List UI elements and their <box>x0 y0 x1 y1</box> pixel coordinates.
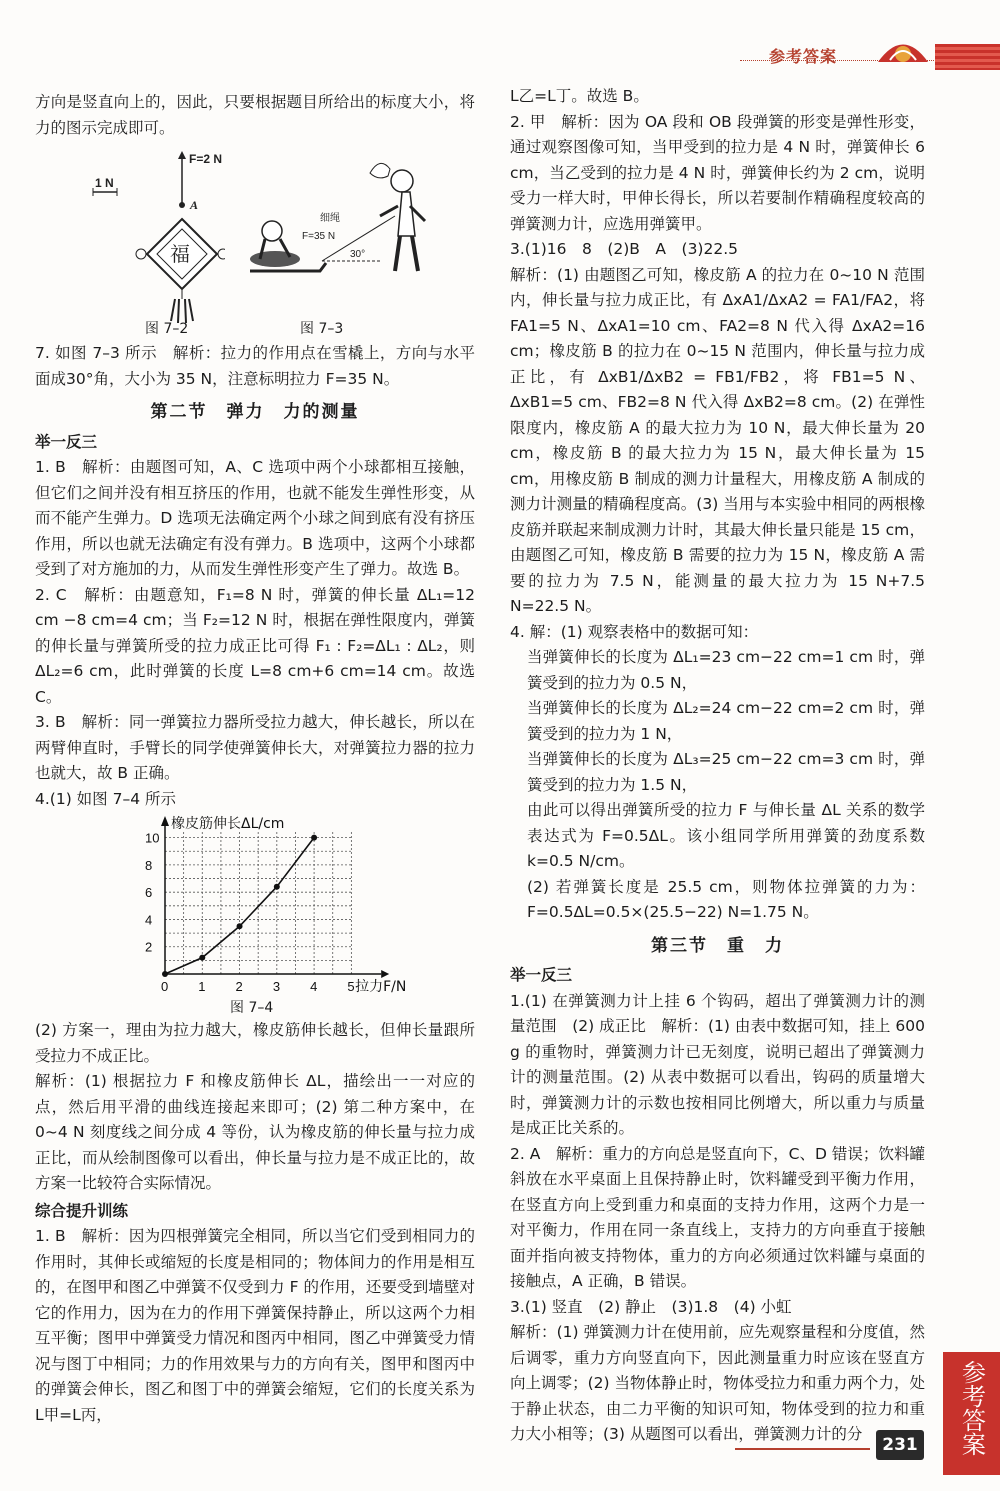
section-title-3: 第三节 重 力 <box>651 935 784 956</box>
section-title-2: 第二节 弹力 力的测量 <box>150 402 360 422</box>
x-axis-arrow <box>381 970 389 978</box>
fig72-knot: 福 <box>170 242 190 266</box>
subheading-1: 举一反三 <box>35 432 98 451</box>
answer-r4c: 当弹簧伸长的长度为 ΔL₃=25 cm−22 cm=3 cm 时，弹簧受到的拉力为 1.5 N， <box>527 750 925 794</box>
fig72-force: F=2 N <box>189 152 223 166</box>
fig73-caption: 图 7–3 <box>300 321 344 337</box>
figure-7-3 <box>230 161 440 291</box>
y-tick-label: 2 <box>145 939 153 955</box>
answer-r4e: (2) 若弹簧长度是 25.5 cm，则物体拉弹簧的力为：F=0.5ΔL=0.5×(25.5−22) N=1.75 N。 <box>527 877 925 921</box>
x-axis-label: 拉力F/N <box>355 979 407 995</box>
data-point <box>237 923 243 929</box>
right-line-0: L乙=L丁。故选 B。 <box>510 87 649 105</box>
chart-7-4 <box>127 812 447 997</box>
fig72-scale: 1 N <box>95 176 114 190</box>
x-tick-label: 5 <box>347 979 355 994</box>
data-point <box>162 971 168 977</box>
answer-r4b: 当弹簧伸长的长度为 ΔL₂=24 cm−22 cm=2 cm 时，弹簧受到的拉力为 1 N， <box>527 699 925 743</box>
answer-r4d: 由此可以得出弹簧所受的拉力 F 与伸长量 ΔL 关系的数学表达式为 F=0.5ΔL。该小组同学所用弹簧的劲度系数 k=0.5 N/cm。 <box>527 801 925 870</box>
y-tick-label: 4 <box>145 912 153 928</box>
y-axis-arrow <box>161 816 169 826</box>
y-tick-label: 6 <box>145 885 153 901</box>
left-column <box>35 90 475 1428</box>
paragraph: 方向是竖直向上的，因此，只要根据题目所给出的标度大小，将力的图示完成即可。 <box>35 93 475 137</box>
footer-rule <box>735 1448 870 1450</box>
answer-7: 7. 如图 7–3 所示 解析：拉力的作用点在雪橇上，方向与水平面成30°角，大小为 35 N，注意标明拉力 F=35 N。 <box>35 344 475 388</box>
fig73-angle: 30° <box>350 249 366 260</box>
page-number: 231 <box>876 1430 924 1460</box>
figure-7-4 <box>35 812 475 1018</box>
answer-s3: 3.(1) 竖直 (2) 静止 (3)1.8 (4) 小虹 <box>510 1297 792 1316</box>
x-tick-label: 1 <box>198 979 206 994</box>
x-tick-label: 3 <box>272 979 281 994</box>
answer-r4: 4. 解：(1) 观察表格中的数据可知： <box>510 622 759 641</box>
header-ornament-icon <box>868 32 938 72</box>
answer-r3-analysis: 解析：(1) 由题图乙可知，橡皮筋 A 的拉力在 0~10 N 范围内，伸长量与拉力成正比，有 ΔxA1/ΔxA2 = FA1/FA2，将 FA1=5 N、ΔxA1=10 cm、FA2=8 N 代入得 ΔxA2=16 cm；橡皮筋 B 的拉力在 0~15 N 范围内，伸长量与拉力成正比，有 ΔxB1/ΔxB2 = FB1/FB2，将 FB1=5 N、ΔxB1=5 cm、FB2=8 N 代入得 ΔxB2=8 cm。(2) 在弹性限度内，橡皮筋 A 的最大拉力为 10 N，最大伸长量为 20 cm，橡皮筋 B 的最大拉力为 15 N，最大伸长量为 15 cm，用橡皮筋 B 制成的测力计量程大，用橡皮筋 A 制成的测力计测量的精确程度高。(3) 当用与本实验中相同的两根橡皮筋并联起来制成测力计时，其最大伸长量只能是 15 cm，由题图乙可知，橡皮筋 B 需要的拉力为 15 N，橡皮筋 A 需要的拉力为 7.5 N，能测量的最大拉力为 15 N+7.5 N=22.5 N。 <box>510 265 925 615</box>
fig73-rope: 细绳 <box>320 213 340 224</box>
answer-2: 2. C 解析：由题意知，F₁=8 N 时，弹簧的伸长量 ΔL₁=12 cm −8 cm=4 cm；当 F₂=12 N 时，根据在弹性限度内，弹簧的伸长量与弹簧所受的拉力成正比可得 F₁ : F₂=ΔL₁ : ΔL₂，则 ΔL₂=6 cm，此时弹簧的长度 L=8 cm+6 cm=14 cm。故选 C。 <box>35 585 475 706</box>
figure-7-2 <box>75 149 225 324</box>
fig73-force: F=35 N <box>302 231 336 242</box>
answer-r3: 3.(1)16 8 (2)B A (3)22.5 <box>510 240 738 258</box>
side-tab <box>943 1352 1000 1475</box>
data-point <box>274 884 280 890</box>
answer-4-analysis: 解析：(1) 根据拉力 F 和橡皮筋伸长 ΔL，描绘出一一对应的点，然后用平滑的曲线连接起来即可；(2) 第二种方案中，在 0~4 N 刻度线之间分成 4 等份，认为橡皮筋的伸长量与拉力成正比，而从绘制图像可以看出，伸长量与拉力是不成正比的，故方案一比较符合实际情况。 <box>35 1072 475 1192</box>
figure-row-7-2-7-3 <box>35 141 475 341</box>
answer-4b: (2) 方案一，理由为拉力越大，橡皮筋伸长越长，但伸长量跟所受拉力不成正比。 <box>35 1021 475 1065</box>
side-tab-label: 参考答案 <box>957 1360 986 1456</box>
data-point <box>199 955 205 961</box>
answer-s2: 2. A 解析：重力的方向总是竖直向下，C、D 错误；饮料罐斜放在水平桌面上且保持静止时，饮料罐受到平衡力作用，在竖直方向上受到重力和桌面的支持力作用，这两个力是一对平衡力，作用在同一条直线上，支持力的方向垂直于接触面并指向被支持物体，重力的方向必须通过饮料罐与桌面的接触点，A 正确，B 错误。 <box>510 1144 925 1290</box>
answer-1: 1. B 解析：由题图可知，A、C 选项中两个小球都相互接触，但它们之间并没有相互挤压的作用，也就不能发生弹性形变，从而不能产生弹力。D 选项无法确定两个小球之间到底有没有挤压作用，所以也就无法确定有没有弹力。B 选项中，这两个小球都受到了对方施加的力，从而发生弹性形变产生了弹力。故选 B。 <box>35 458 475 578</box>
y-axis-label: 橡皮筋伸长ΔL/cm <box>171 816 285 832</box>
answer-4: 4.(1) 如图 7–4 所示 <box>35 789 176 808</box>
header-band <box>935 44 1000 70</box>
x-tick-label: 2 <box>235 979 243 994</box>
subheading-3: 举一反三 <box>510 966 573 984</box>
x-tick-label: 0 <box>161 979 169 994</box>
answer-s3-analysis: 解析：(1) 弹簧测力计在使用前，应先观察量程和分度值，然后调零，重力方向竖直向下，因此测量重力时应该在竖直方向上调零；(2) 当物体静止时，物体受拉力和重力两个力，处于静止状态，由二力平衡的知识可知，物体受到的拉力和重力大小相等；(3) 从题图可以看出，弹簧测力计的分 <box>510 1323 925 1443</box>
y-tick-label: 10 <box>145 830 160 846</box>
answer-r4a: 当弹簧伸长的长度为 ΔL₁=23 cm−22 cm=1 cm 时，弹簧受到的拉力为 0.5 N， <box>527 648 925 692</box>
fig72-caption: 图 7–2 <box>145 321 189 337</box>
answer-3: 3. B 解析：同一弹簧拉力器所受拉力越大，伸长越长，所以在两臂伸直时，手臂长的同学使弹簧伸长大，对弹簧拉力器的拉力也就大，故 B 正确。 <box>35 713 475 782</box>
chart-caption: 图 7–4 <box>230 1000 274 1016</box>
subheading-2: 综合提升训练 <box>35 1201 129 1220</box>
x-tick-label: 4 <box>310 979 318 994</box>
answer-s1: 1.(1) 在弹簧测力计上挂 6 个钩码，超出了弹簧测力计的测量范围 (2) 成正比 解析：(1) 由表中数据可知，挂上 600 g 的重物时，弹簧测力计已无刻度，说明已超出了弹簧测力计的测量范围。(2) 从表中数据可以看出，钩码的质量增大时，弹簧测力计的示数也按相同比例增大，所以重力与质量是成正比关系的。 <box>510 991 925 1137</box>
header-label: 参考答案 <box>769 47 838 66</box>
fig72-point: A <box>190 198 199 212</box>
y-tick-label: 8 <box>145 857 153 873</box>
data-point <box>311 835 317 841</box>
answer-r2: 2. 甲 解析：因为 OA 段和 OB 段弹簧的形变是弹性形变，通过观察图像可知，当甲受到的拉力是 4 N 时，弹簧伸长 6 cm，当乙受到的拉力是 4 N 时，弹簧伸长约为 2 cm，说明受力一样大时，甲伸长得长，所以若要制作精确程度较高的弹簧测力计，应选用弹簧甲。 <box>510 112 925 233</box>
right-column <box>510 84 925 1448</box>
answer-b1: 1. B 解析：因为四根弹簧完全相同，所以当它们受到相同力的作用时，其伸长或缩短的长度是相同的；物体间力的作用是相互的，在图甲和图乙中弹簧不仅受到力 F 的作用，还要受到墙壁对它的作用力，因为在力的作用下弹簧保持静止，所以这两个力相互平衡；图甲中弹簧受力情况和图丙中相同，图乙中弹簧受力情况与图丁中相同；力的作用效果与力的方向有关，图甲和图丙中的弹簧会伸长，图乙和图丁中的弹簧会缩短，它们的长度关系为 L甲=L丙， <box>35 1227 475 1424</box>
